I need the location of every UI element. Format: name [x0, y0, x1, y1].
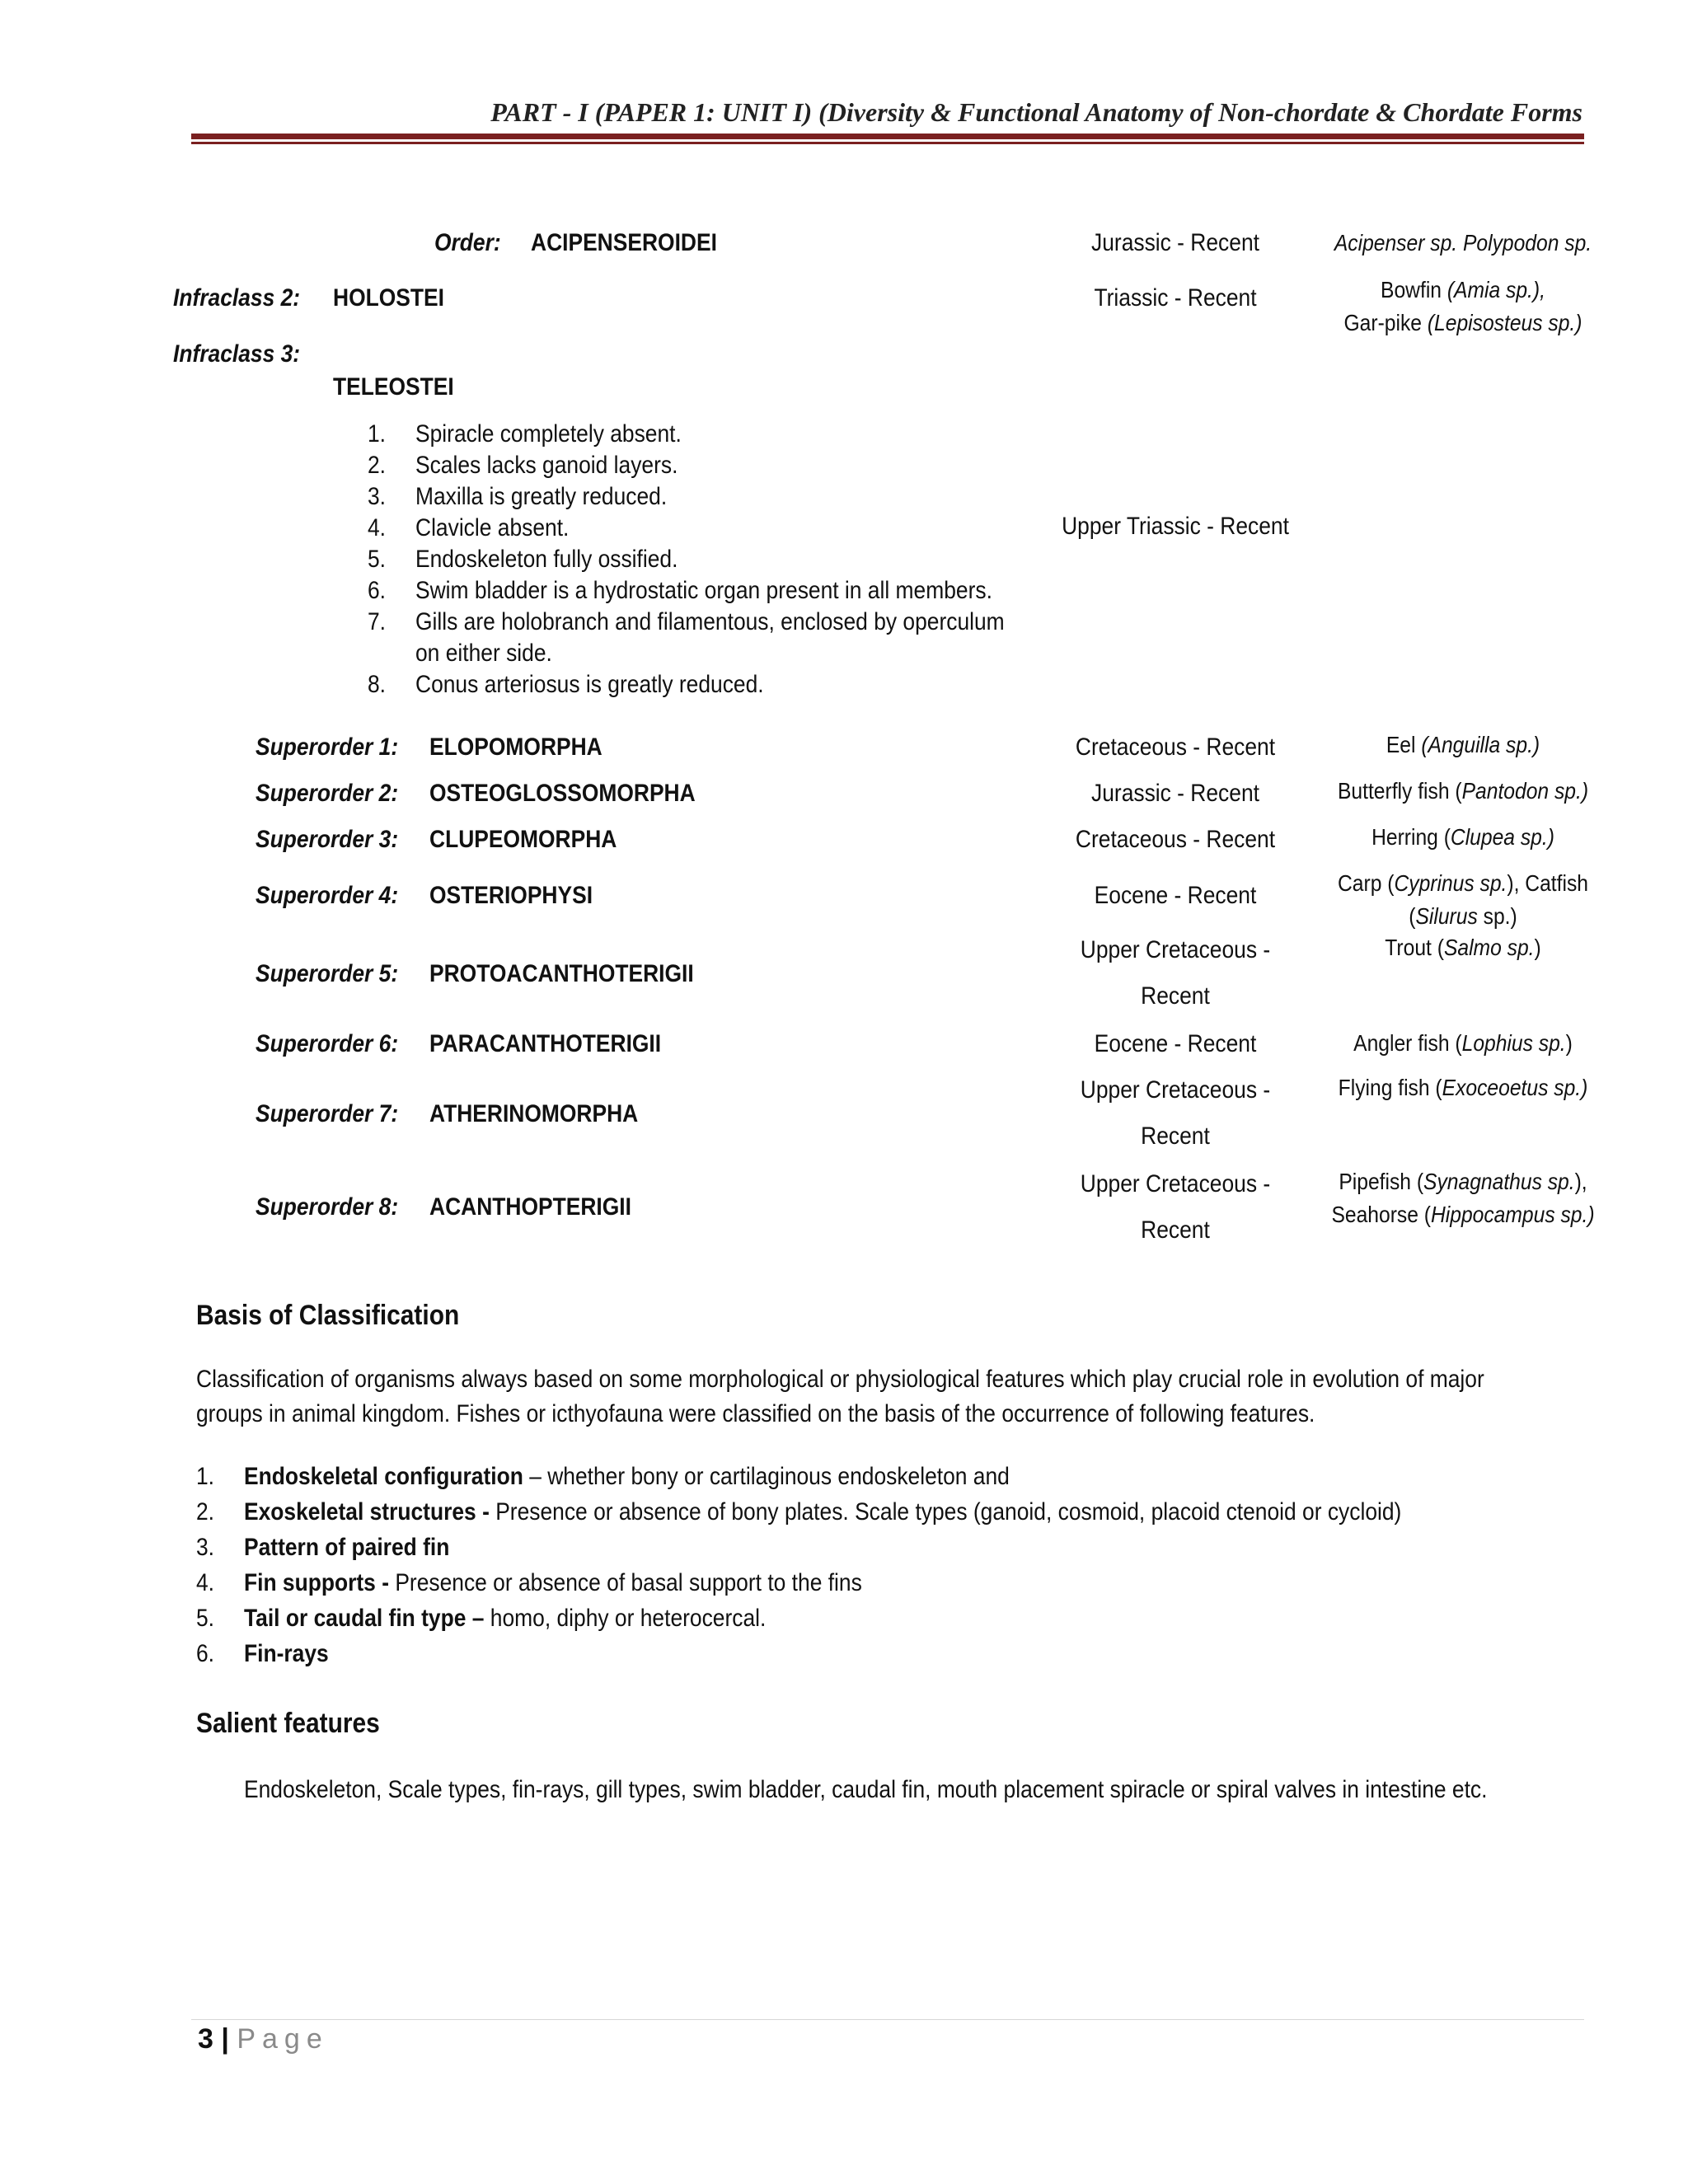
- feature-number: 2.: [367, 452, 386, 479]
- feature-text: Maxilla is greatly reduced.: [415, 483, 668, 510]
- holostei-rank: Infraclass 2:: [173, 284, 301, 312]
- basis-paragraph-line-1: Classification of organisms always based on some morphological or physiological features which play crucial role in evolution of major: [196, 1366, 1484, 1393]
- list-item: Exoskeletal structures - Presence or absence of bony plates. Scale types (ganoid, cosmoid, placoid ctenoid or cycloid): [244, 1498, 1402, 1526]
- superorder-example: Butterfly fish (Pantodon sp.): [1337, 778, 1589, 804]
- superorder-name: ACANTHOPTERIGII: [429, 1193, 631, 1221]
- teleostei-name: TELEOSTEI: [333, 373, 454, 401]
- superorder-name: ATHERINOMORPHA: [429, 1100, 639, 1127]
- feature-text: Endoskeleton fully ossified.: [415, 546, 678, 573]
- superorder-period: Cretaceous - Recent: [1075, 733, 1276, 761]
- superorder-rank: Superorder 4:: [256, 882, 399, 909]
- basis-paragraph-line-2: groups in animal kingdom. Fishes or icthyofauna were classified on the basis of the occurrence of following features.: [196, 1400, 1315, 1427]
- holostei-period: Triassic - Recent: [1094, 284, 1257, 312]
- superorder-period: Eocene - Recent: [1094, 882, 1257, 909]
- section-heading-salient: Salient features: [196, 1708, 380, 1739]
- list-number: 3.: [195, 1534, 214, 1561]
- holostei-name: HOLOSTEI: [333, 284, 444, 312]
- superorder-period: Upper Cretaceous -: [1080, 1170, 1271, 1197]
- superorder-example: Herring (Clupea sp.): [1372, 824, 1554, 850]
- header-rule: [191, 134, 1584, 139]
- feature-text: Clavicle absent.: [415, 514, 570, 541]
- page-footer: [198, 2023, 329, 2055]
- superorder-name: OSTERIOPHYSI: [429, 882, 593, 909]
- list-item: Endoskeletal configuration – whether bony or cartilaginous endoskeleton and: [244, 1463, 1010, 1490]
- superorder-rank: Superorder 8:: [256, 1193, 399, 1221]
- list-number: 5.: [195, 1605, 214, 1632]
- feature-text: Spiracle completely absent.: [415, 420, 682, 448]
- superorder-example: Pipefish (Synagnathus sp.),: [1339, 1169, 1587, 1194]
- page-label: Page: [237, 2023, 329, 2055]
- superorder-name: PARACANTHOTERIGII: [429, 1030, 662, 1057]
- list-number: 2.: [195, 1498, 214, 1526]
- feature-text: Scales lacks ganoid layers.: [415, 452, 678, 479]
- superorder-example: Flying fish (Exoceoetus sp.): [1338, 1075, 1588, 1100]
- feature-text: Conus arteriosus is greatly reduced.: [415, 671, 764, 698]
- list-item: Fin supports - Presence or absence of basal support to the fins: [244, 1569, 862, 1596]
- superorder-period-cont: Recent: [1141, 1216, 1210, 1244]
- list-item: Pattern of paired fin: [244, 1534, 450, 1561]
- teleostei-rank: Infraclass 3:: [173, 340, 301, 368]
- list-item: Fin-rays: [244, 1640, 329, 1667]
- feature-number: 3.: [367, 483, 386, 510]
- holostei-example-1: Bowfin (Amia sp.),: [1381, 277, 1545, 302]
- page-number: 3: [198, 2023, 213, 2055]
- superorder-rank: Superorder 2:: [256, 780, 399, 807]
- section-heading-basis: Basis of Classification: [196, 1300, 460, 1331]
- order-rank: Order:: [434, 229, 501, 256]
- feature-text: on either side.: [415, 640, 552, 667]
- superorder-name: OSTEOGLOSSOMORPHA: [429, 780, 696, 807]
- superorder-rank: Superorder 6:: [256, 1030, 399, 1057]
- running-header: PART - I (PAPER 1: UNIT I) (Diversity & Functional Anatomy of Non-chordate & Chordate Forms: [490, 97, 1582, 127]
- superorder-period-cont: Recent: [1141, 982, 1210, 1010]
- list-number: 4.: [195, 1569, 214, 1596]
- superorder-period-cont: Recent: [1141, 1122, 1210, 1150]
- list-number: 6.: [195, 1640, 214, 1667]
- superorder-period: Upper Cretaceous -: [1080, 1076, 1271, 1104]
- list-item: Tail or caudal fin type – homo, diphy or heterocercal.: [244, 1605, 767, 1632]
- superorder-rank: Superorder 7:: [256, 1100, 399, 1127]
- feature-number: 7.: [367, 608, 386, 635]
- superorder-period: Cretaceous - Recent: [1075, 826, 1276, 853]
- superorder-name: ELOPOMORPHA: [429, 733, 603, 761]
- superorder-period: Jurassic - Recent: [1091, 780, 1259, 807]
- superorder-example: Carp (Cyprinus sp.), Catfish: [1337, 870, 1588, 896]
- footer-rule: [191, 2019, 1584, 2020]
- superorder-example: Angler fish (Lophius sp.): [1353, 1030, 1573, 1056]
- order-example: Acipenser sp. Polypodon sp.: [1334, 230, 1592, 255]
- feature-number: 4.: [367, 514, 386, 541]
- footer-separator: |: [213, 2023, 237, 2055]
- superorder-period: Eocene - Recent: [1094, 1030, 1257, 1057]
- teleostei-period: Upper Triassic - Recent: [1062, 513, 1289, 540]
- feature-number: 6.: [367, 577, 386, 604]
- holostei-example-2: Gar-pike (Lepisosteus sp.): [1343, 310, 1582, 335]
- superorder-rank: Superorder 3:: [256, 826, 399, 853]
- superorder-period: Upper Cretaceous -: [1080, 936, 1271, 963]
- feature-number: 5.: [367, 546, 386, 573]
- superorder-name: CLUPEOMORPHA: [429, 826, 617, 853]
- superorder-example-cont: (Silurus sp.): [1409, 903, 1517, 929]
- feature-text: Swim bladder is a hydrostatic organ present in all members.: [415, 577, 992, 604]
- order-period: Jurassic - Recent: [1091, 229, 1259, 256]
- superorder-rank: Superorder 5:: [256, 960, 399, 987]
- order-name: ACIPENSEROIDEI: [531, 229, 717, 256]
- list-number: 1.: [195, 1463, 214, 1490]
- superorder-example: Eel (Anguilla sp.): [1386, 732, 1540, 757]
- header-rule-thin: [191, 142, 1584, 144]
- superorder-example-cont: Seahorse (Hippocampus sp.): [1331, 1202, 1595, 1227]
- superorder-rank: Superorder 1:: [256, 733, 399, 761]
- feature-number: 8.: [367, 671, 386, 698]
- salient-text: Endoskeleton, Scale types, fin-rays, gill types, swim bladder, caudal fin, mouth placement spiracle or spiral valves in intestine etc.: [244, 1776, 1488, 1803]
- feature-number: 1.: [367, 420, 386, 448]
- feature-text: Gills are holobranch and filamentous, enclosed by operculum: [415, 608, 1005, 635]
- superorder-name: PROTOACANTHOTERIGII: [429, 960, 694, 987]
- superorder-example: Trout (Salmo sp.): [1385, 935, 1541, 960]
